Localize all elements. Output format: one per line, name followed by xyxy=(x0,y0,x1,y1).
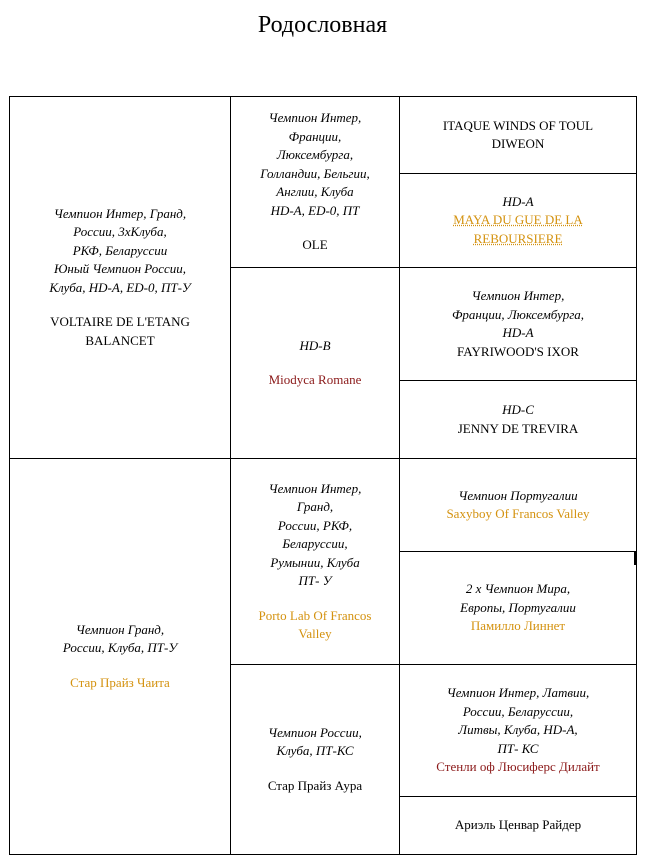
sire-sire-cell xyxy=(230,96,400,268)
dam-dam-name: Стар Прайз Аура xyxy=(267,777,363,793)
ds-dam-name[interactable]: Памилло Линнет xyxy=(470,618,566,634)
sire-name: VOLTAIRE DE L'ETANG BALANCET xyxy=(50,314,190,348)
dd-sire-titles: Чемпион Интер, Латвии, России, Беларуссии, Литвы, Клуба, HD-A, ПТ- КС xyxy=(446,685,590,756)
dam-name[interactable]: Стар Прайз Чаита xyxy=(70,674,170,690)
sd-dam-titles: HD-C xyxy=(502,402,534,417)
dam-dam-cell xyxy=(230,664,400,855)
dd-sire-name[interactable]: Стенли оф Люсиферс Дилайт xyxy=(436,759,600,775)
ss-dam-name[interactable]: MAYA DU GUE DE LA REBOURSIERE xyxy=(453,212,583,246)
sd-sire-cell xyxy=(399,267,637,381)
sire-dam-name[interactable]: Miodyca Romane xyxy=(268,372,362,387)
dam-titles: Чемпион Гранд, России, Клуба, ПТ-У xyxy=(62,621,178,656)
ss-sire-name: ITAQUE WINDS OF TOUL DIWEON xyxy=(442,117,594,151)
ss-dam-titles: HD-A xyxy=(502,193,534,209)
ds-dam-titles: 2 х Чемпион Мира, Европы, Португалии xyxy=(460,581,576,615)
sd-dam-cell xyxy=(399,380,637,459)
ss-sire-cell xyxy=(399,96,637,174)
sd-dam-name: JENNY DE TREVIRA xyxy=(457,420,579,436)
sire-sire-titles: Чемпион Интер, Франции, Люксембурга, Голландии, Бельгии, Англии, Клуба HD-A, ED-0, ПТ xyxy=(260,110,370,218)
dd-dam-name: Ариэль Ценвар Райдер xyxy=(454,817,582,833)
sire-cell xyxy=(9,96,231,459)
sire-sire-name: OLE xyxy=(302,237,328,253)
ds-dam-cell xyxy=(399,551,637,665)
dd-sire-cell xyxy=(399,664,637,797)
ds-sire-cell xyxy=(399,458,637,552)
sd-sire-titles: Чемпион Интер, Франции, Люксембурга, HD-A xyxy=(451,288,585,340)
dd-dam-cell xyxy=(399,796,637,855)
dam-sire-titles: Чемпион Интер, Гранд, России, РКФ, Беларуссии, Румынии, Клуба ПТ- У xyxy=(268,480,362,588)
sd-sire-name: FAYRIWOOD'S IXOR xyxy=(457,343,579,359)
sire-dam-titles: HD-B xyxy=(299,337,331,353)
sire-dam-cell xyxy=(230,267,400,459)
ds-sire-titles: Чемпион Португалии xyxy=(458,487,578,503)
dam-dam-titles: Чемпион России, Клуба, ПТ-КС xyxy=(268,724,362,759)
dam-sire-cell xyxy=(230,458,400,665)
ss-dam-cell xyxy=(399,173,637,268)
dam-cell xyxy=(9,458,231,855)
page-title: Родословная xyxy=(257,12,388,38)
sire-titles: Чемпион Интер, Гранд, России, 3хКлуба, РКФ, Беларуссии Юный Чемпион России, Клуба, HD-A, ED-0, ПТ-У xyxy=(49,205,191,295)
dam-sire-name[interactable]: Porto Lab Of Francos Valley xyxy=(258,607,372,641)
ds-sire-name[interactable]: Saxyboy Of Francos Valley xyxy=(446,506,590,521)
border-tick xyxy=(634,551,637,565)
